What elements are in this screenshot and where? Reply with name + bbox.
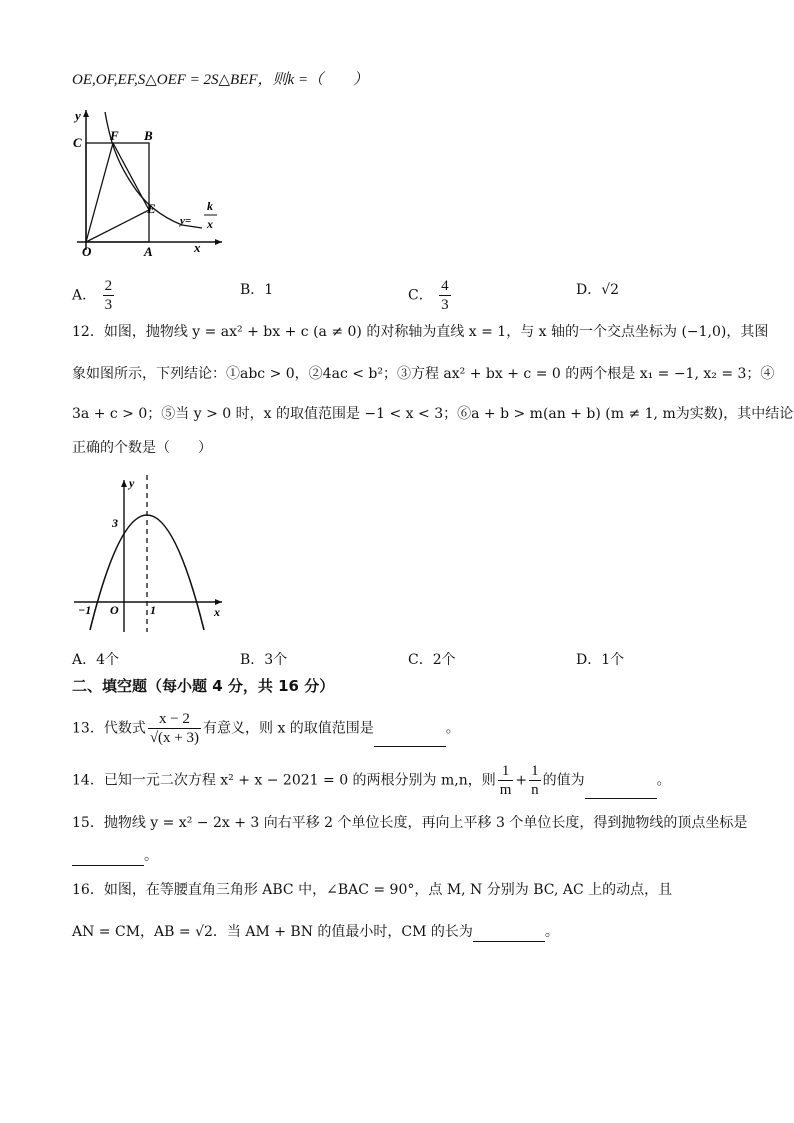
q12-line-1: 12．如图，抛物线 y = ax² + bx + c (a ≠ 0) 的对称轴为直线 x = 1，与 x 轴的一个交点坐标为 (−1,0)，其图: [72, 324, 769, 340]
q16-answer-blank[interactable]: [473, 927, 545, 942]
q15-line-1: 15．抛物线 y = x² − 2x + 3 向右平移 2 个单位长度，再向上平移 3 个单位长度，得到抛物线的顶点坐标是: [72, 815, 748, 831]
q12-option-b[interactable]: B．3个: [240, 652, 288, 668]
q12-line-2: 象如图所示，下列结论：①abc > 0，②4ac < b²；③方程 ax² + bx + c = 0 的两个根是 x₁ = −1, x₂ = 3；④: [72, 366, 775, 382]
q13: 13．代数式 $\frac{x - 2}{√(x + 3)}$ 有意义，则 x 的取值范围是 。: [72, 711, 460, 746]
q11-label-k: k: [207, 199, 213, 213]
q11-label-C: C: [73, 135, 82, 150]
q12-label-x: x: [214, 605, 220, 619]
q11-label-y: y: [75, 108, 81, 123]
q12-figure: [72, 470, 232, 635]
q11-label-F: F: [110, 128, 119, 143]
q16-line-2: AN = CM，AB = √2．当 AM + BN 的值最小时，CM 的长为 。: [72, 924, 559, 940]
q12-option-c[interactable]: C．2个: [408, 652, 456, 668]
q12-label-y: y: [129, 476, 135, 490]
section-fill-in-title: 二、填空题（每小题 4 分，共 16 分）: [72, 677, 335, 695]
q11-label-O: O: [82, 244, 92, 259]
q11-segment-OE: [86, 210, 149, 242]
q11-label-B: B: [144, 128, 153, 143]
q11-option-a[interactable]: A． $\frac{2}{3}$: [72, 278, 113, 313]
q11-option-c[interactable]: C． $\frac{4}{3}$: [408, 278, 449, 313]
q11-label-A: A: [144, 244, 153, 259]
q12-line-3: 3a + c > 0；⑤当 y > 0 时，x 的取值范围是 −1 < x < 3；⑥a + b > m(an + b) (m ≠ 1, m为实数)，其中结论: [72, 406, 794, 422]
q12-label-neg1: −1: [78, 603, 92, 617]
q11-segment-OF: [86, 143, 113, 242]
q11-label-y-eq: y=: [180, 215, 192, 227]
q11-label-x: x: [194, 240, 201, 255]
q15-line-2: 。: [72, 846, 158, 866]
q12-label-3: 3: [112, 516, 118, 530]
q12-y-arrow: [121, 480, 127, 487]
q11-stem: OE,OF,EF,S△OEF = 2S△BEF，则k =（ ）: [72, 72, 369, 88]
q11-figure: [72, 100, 232, 260]
q12-option-d[interactable]: D．1个: [576, 652, 625, 668]
q11-x-arrow: [215, 239, 222, 245]
q14: 14．已知一元二次方程 x² + x − 2021 = 0 的两根分别为 m,n，则 $\frac{1}{m}$ + $\frac{1}{n}$ 的值为 。: [72, 763, 671, 798]
q15-answer-blank[interactable]: [72, 851, 144, 866]
q11-label-E: E: [147, 201, 156, 216]
q12-line-4: 正确的个数是（ ）: [72, 440, 212, 456]
q12-option-a[interactable]: A．4个: [72, 652, 120, 668]
q12-label-O: O: [110, 603, 119, 617]
q12-label-1: 1: [150, 603, 156, 617]
q11-option-d[interactable]: D．√2: [576, 282, 620, 298]
q14-answer-blank[interactable]: [585, 784, 657, 799]
q13-answer-blank[interactable]: [374, 732, 446, 747]
q11-y-arrow: [83, 110, 89, 117]
q16-line-1: 16．如图，在等腰直角三角形 ABC 中，∠BAC = 90°，点 M, N 分别为 BC, AC 上的动点，且: [72, 882, 673, 898]
q11-label-x-den: x: [207, 217, 213, 231]
q11-option-b[interactable]: B．1: [240, 282, 274, 298]
